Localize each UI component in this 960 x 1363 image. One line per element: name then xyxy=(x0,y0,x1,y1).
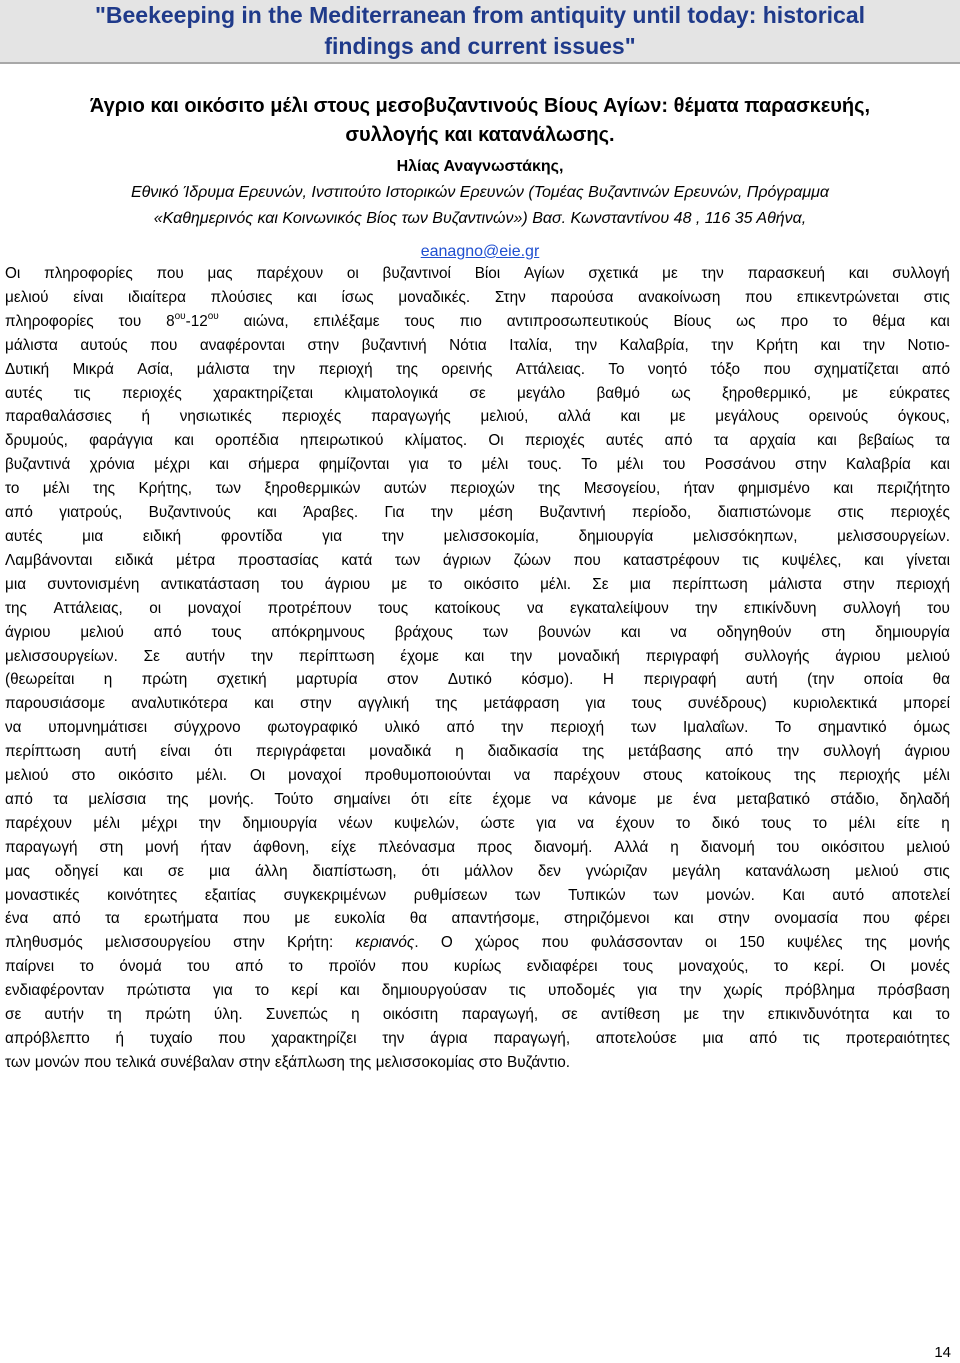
title-line: συλλογής και κατανάλωσης. xyxy=(345,124,615,146)
body-line: αυτές μια ειδική φροντίδα για την μελισσοκομία, δημιουργία μελισσόκηπων, μελισσουργείων. xyxy=(5,527,950,545)
body-line: παρουσιάσομε αναλυτικότερα και στην αγγλική της μετάφραση για τους συνέδρους) κυριολεκτικά μπορεί xyxy=(5,695,950,713)
title-line: Άγριο και οικόσιτο μέλι στους μεσοβυζαντινούς Βίους Αγίων: θέματα παρασκευής, xyxy=(89,95,871,117)
body-line: αυτές τις περιοχές χαρακτηρίζεται κλιματολογικά σε μεγάλο βαθμό ως ξηροθερμικό, με εύκρατες xyxy=(5,384,950,402)
body-line: πληθυσμός μελισσουργείου στην Κρήτη: κεριανός. Ο χώρος που φυλάσσονταν οι 150 κυψέλες της μονής xyxy=(5,934,950,952)
running-header-line: findings and current issues" xyxy=(324,33,636,59)
body-line: παραθαλάσσιες ή νησιωτικές περιοχές παραγωγής μελιού, αλλά και με μεγάλους ορεινούς όγκους, xyxy=(5,408,950,426)
body-line: σε αυτήν τη πρώτη ύλη. Συνεπώς η οικόσιτη παραγωγή, σε αντίθεση με την επικινδυνότητα και το xyxy=(5,1006,950,1024)
body-line: μοναστικές κοινότητες εξαιτίας συγκεκριμένων ρυθμίσεων των Τυπικών των μονών. Και αυτό αποτελεί xyxy=(5,886,950,904)
body-line: βυζαντινά χρόνια μέχρι και σήμερα φημίζονται για το μέλι τους. Το μέλι του Ροσσάνου στην Καλαβρία και xyxy=(5,456,950,474)
body-line: απρόβλεπτο ή τυχαίο που χαρακτηρίζει την άγρια παραγωγή, αποτελούσε μια από τις προτεραιότητες xyxy=(5,1030,950,1047)
affiliation-line: Εθνικό Ίδρυμα Ερευνών, Ινστιτούτο Ιστορικών Ερευνών (Τομέας Βυζαντινών Ερευνών, Πρόγραμμα xyxy=(130,184,830,201)
body-line: μελιού είναι ιδιαίτερα πλούσιες και ίσως μοναδικές. Στην παρούσα ανακοίνωση που επικεντρώνεται στις xyxy=(5,288,950,306)
page-number: 14 xyxy=(934,1344,951,1361)
author-email xyxy=(0,242,960,262)
running-header-line: "Beekeeping in the Mediterranean from antiquity until today: historical xyxy=(94,2,866,28)
body-line: πληροφορίες του $8^{o\upsilon}-12^{o\upsilon}$ αιώνα, επιλέξαμε τους πιο αντιπροσωπευτικούς Βίους ως προ το θέμα και xyxy=(5,310,950,330)
body-line: των μονών που τελικά συνέβαλαν στην εξάπλωση της μελισσοκομίας στο Βυζάντιο. xyxy=(5,1053,571,1071)
body-line: ενδιαφέρονταν πρώτιστα για το κερί και δημιουργούσαν τις υποδομές για την χωρίς πρόβλημα πρόσβαση xyxy=(5,982,950,1000)
body-line: από γιατρούς, Βυζαντινούς και Άραβες. Για την μέση Βυζαντινή περίοδο, διαπιστώνομε στις περιοχές xyxy=(5,504,950,522)
body-line: Δυτική Μικρά Ασία, μάλιστα την περιοχή της ορεινής Αττάλειας. Το νοητό τόξο που σχηματίζεται από xyxy=(5,360,950,378)
affiliation-line: «Καθημερινός και Κοινωνικός Βίος των Βυζαντινών») Βασ. Κωνσταντίνου 48 , 116 35 Αθήνα, xyxy=(153,210,807,227)
paper-title xyxy=(20,92,940,150)
body-line: Λαμβάνονται ειδικά μέτρα προστασίας κατά των άγριων ζώων που καταστρέφουν τις κυψέλες, και γίνεται xyxy=(5,551,950,569)
body-line: άγριου μελιού από τους απόκρημνους βράχους των βουνών και να οδηγηθούν στη δημιουργία xyxy=(5,623,950,641)
body-line: παίρνει το όνομά του από το προϊόν που κυρίως ενδιαφέρει τους μοναχούς, το κερί. Οι μονές xyxy=(5,958,950,976)
body-line: Οι πληροφορίες που μας παρέχουν οι βυζαντινοί Βίοι Αγίων σχετικά με την παρασκευή και συλλογή xyxy=(5,265,950,282)
author-name: Ηλίας Αναγνωστάκης, xyxy=(396,158,564,175)
author-affiliation xyxy=(20,180,940,232)
body-line: ένα από τα ερωτήματα που με ευκολία θα απαντήσομε, στηριζόμενοι και στην ονομασία που φέρει xyxy=(5,910,950,928)
body-line: να υπομνημάτισει σύγχρονο φωτογραφικό υλικό από την περιοχή των Ιμαλαΐων. Το σημαντικό όμως xyxy=(5,719,950,737)
body-line: το μέλι της Κρήτης, των ξηροθερμικών αυτών περιοχών της Μεσογείου, ήταν φημισμένο και περιζήτητο xyxy=(5,480,950,498)
body-line: (θεωρείται η πρώτη σχετική μαρτυρία στον Δυτικό κόσμο). Η περιγραφή αυτή (την οποία θα xyxy=(5,671,950,689)
body-line: μάλιστα αυτούς που αναφέρονται στην βυζαντινή Νότια Ιταλία, την Καλαβρία, την Κρήτη και την Νοτιο- xyxy=(5,336,950,354)
email-link[interactable]: eanagno@eie.gr xyxy=(420,243,540,260)
body-line: δρυμούς, φαράγγια και οροπέδια ηπειρωτικού κλίματος. Οι περιοχές αυτές από τα αρχαία και βεβαίως τα xyxy=(5,432,950,450)
body-line: μας οδηγεί και σε μια άλλη διαπίστωση, ότι μάλλον δεν γνώριζαν μεγάλη κατανάλωση μελιού στις xyxy=(5,862,950,880)
body-line: μελιού στο οικόσιτο μέλι. Οι μοναχοί προθυμοποιούνται να παρέχουν στους κατοίκους της περιοχής μέλι xyxy=(5,767,950,785)
body-line: μια συντονισμένη αντικατάσταση του άγριου με το οικόσιτο μέλι. Σε μια περίπτωση μάλιστα στην περιοχή xyxy=(5,575,950,593)
body-line: από τα μελίσσια της μονής. Τούτο σημαίνει ότι είτε έχομε να κάνομε με ένα μεταβατικό στάδιο, δηλαδή xyxy=(5,790,950,808)
body-line: της Αττάλειας, οι μοναχοί προτρέπουν τους κατοίκους να εγκαταλείψουν την επικίνδυνη συλλογή του xyxy=(5,599,950,617)
body-line: περίπτωση αυτή είναι ότι περιγράφεται μοναδικά η διαδικασία της μετάβασης από την συλλογή άγριου xyxy=(5,743,950,761)
body-line: μελισσουργείων. Σε αυτήν την περίπτωση έχομε και την μοναδική περιγραφή συλλογής άγριου μελιού xyxy=(5,647,950,665)
running-header xyxy=(0,0,960,64)
body-line: παρέχουν μέλι μέχρι την δημιουργία νέων κυψελών, ώστε για να έχουν το δικό τους το μέλι είτε η xyxy=(5,814,950,832)
body-line: παραγωγή στη μονή ήταν άφθονη, είχε πλεόνασμα προς διανομή. Αλλά η διανομή του οικόσιτου μελιού xyxy=(5,838,950,856)
abstract-body xyxy=(5,262,950,1075)
